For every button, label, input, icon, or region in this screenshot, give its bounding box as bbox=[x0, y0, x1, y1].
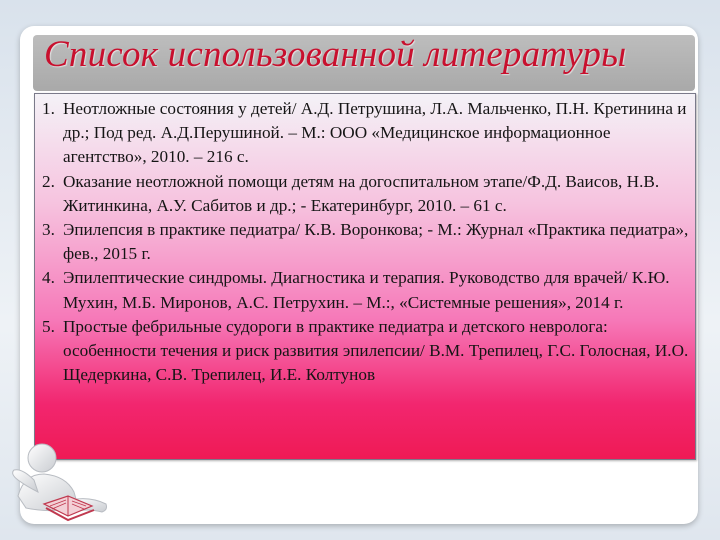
reference-text: Простые фебрильные судороги в практике педиатра и детского невролога: особенности течения и риск развития эпилепсии/ В.М. Трепилец, Г.С. Голосная, И.О. Щедеркина, С.В. Трепилец, И.Е. Колтунов bbox=[63, 316, 689, 385]
reference-item bbox=[42, 266, 692, 314]
references-list bbox=[42, 97, 692, 387]
reference-text: Эпилепсия в практике педиатра/ К.В. Воронкова; - М.: Журнал «Практика педиатра», фев., 2015 г. bbox=[63, 220, 689, 264]
reference-text: Оказание неотложной помощи детям на догоспитальном этапе/Ф.Д. Ваисов, Н.В. Житинкина, А.У. Сабитов и др.; - Екатеринбург, 2010. – 61 с. bbox=[63, 171, 660, 215]
reference-number: 2. bbox=[42, 171, 55, 191]
reading-figure-icon bbox=[4, 434, 124, 534]
reference-item bbox=[42, 218, 692, 266]
reference-text: Неотложные состояния у детей/ А.Д. Петрушина, Л.А. Мальченко, П.Н. Кретинина и др.; Под ред. А.Д.Перушиной. – М.: ООО «Медицинское информационное агентство», 2010. – 216 с. bbox=[63, 99, 687, 167]
reference-number: 1. bbox=[42, 99, 55, 118]
reference-number: 4. bbox=[42, 268, 55, 288]
reference-number: 5. bbox=[42, 316, 55, 336]
reference-number: 3. bbox=[42, 220, 55, 240]
reference-text: Эпилептические синдромы. Диагностика и терапия. Руководство для врачей/ К.Ю. Мухин, М.Б. Миронов, А.С. Петрухин. – М.:, «Системные решения», 2014 г. bbox=[63, 268, 670, 312]
reference-item bbox=[42, 97, 692, 170]
reference-item bbox=[42, 315, 692, 388]
reference-item bbox=[42, 170, 692, 218]
page-title: Список использованной литературы bbox=[44, 34, 627, 75]
